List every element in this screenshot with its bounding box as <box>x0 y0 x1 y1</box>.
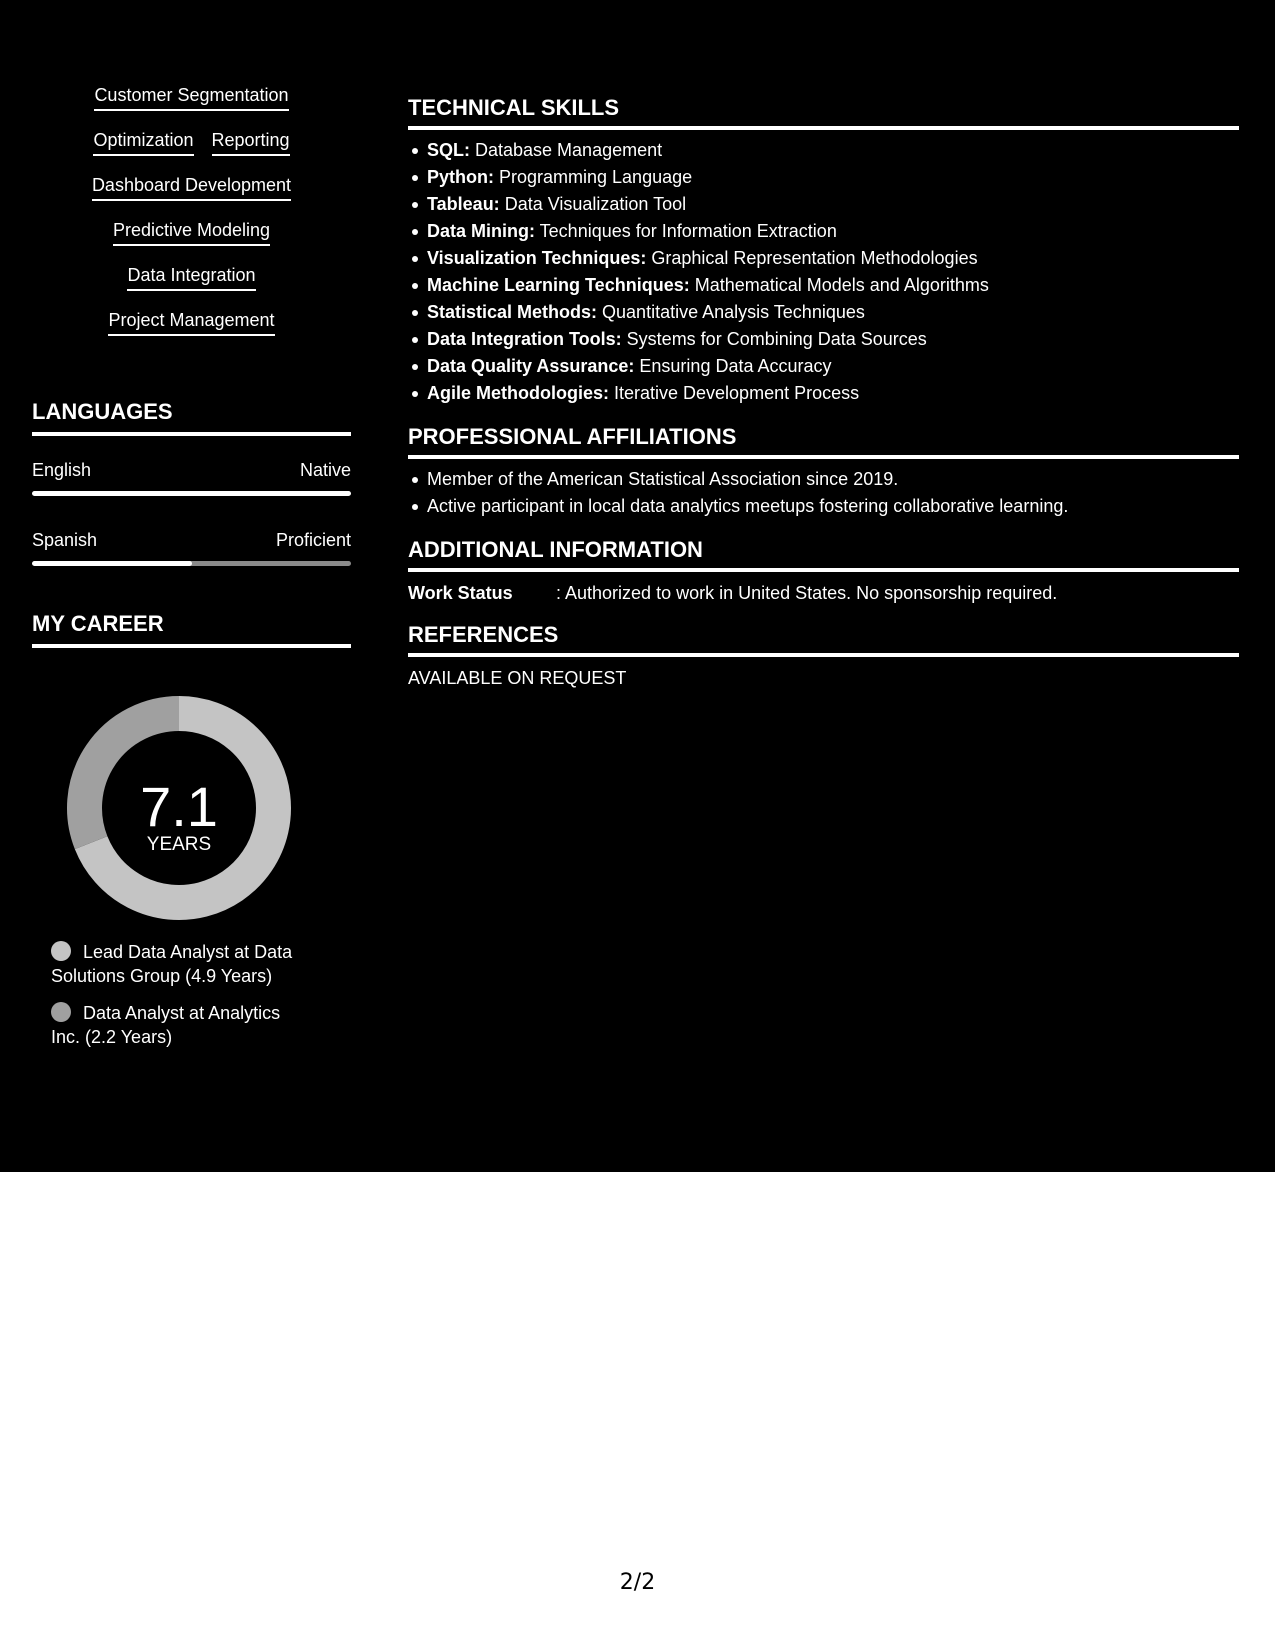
language-bar-track <box>32 561 351 566</box>
skill-description: Graphical Representation Methodologies <box>646 248 978 268</box>
skill-name: Agile Methodologies: <box>427 383 609 403</box>
skill-name: SQL: <box>427 140 470 160</box>
skill-tag: Predictive Modeling <box>113 219 270 246</box>
skill-tag-row <box>32 129 351 174</box>
technical-skill-item <box>427 137 1239 164</box>
career-donut-chart <box>32 688 351 928</box>
skill-tags <box>32 84 351 354</box>
skill-description: Database Management <box>470 140 663 160</box>
work-status-row <box>408 581 1239 605</box>
skill-description: Mathematical Models and Algorithms <box>689 275 989 295</box>
technical-skill-item <box>427 272 1239 299</box>
references-heading: REFERENCES <box>408 621 1239 657</box>
technical-skills-list <box>408 137 1239 407</box>
career-item <box>51 940 311 988</box>
affiliation-item: Active participant in local data analytics meetups fostering collaborative learning. <box>427 493 1239 520</box>
skill-description: Ensuring Data Accuracy <box>634 356 832 376</box>
skill-name: Data Quality Assurance: <box>427 356 635 376</box>
technical-skill-item <box>427 326 1239 353</box>
language-bar-track <box>32 491 351 496</box>
main-content <box>408 94 1239 690</box>
affiliation-item: Member of the American Statistical Association since 2019. <box>427 466 1239 493</box>
languages-heading: LANGUAGES <box>32 398 351 436</box>
skill-tag: Optimization <box>93 129 193 156</box>
language-level: Native <box>299 460 351 480</box>
language-bar-fill <box>32 491 351 496</box>
career-legend-dot <box>51 1002 71 1022</box>
language-item <box>32 458 351 496</box>
skill-description: Systems for Combining Data Sources <box>621 329 927 349</box>
career-section <box>32 610 351 1049</box>
languages-section <box>32 398 351 566</box>
skill-tag: Project Management <box>108 309 274 336</box>
page-number: 2/2 <box>619 1570 656 1595</box>
skill-name: Statistical Methods: <box>427 302 598 322</box>
references-text: AVAILABLE ON REQUEST <box>408 668 627 688</box>
skill-tag-row <box>32 219 351 264</box>
technical-skills-section <box>408 94 1239 407</box>
skill-description: Techniques for Information Extraction <box>535 221 837 241</box>
work-status-label: Work Status <box>408 583 513 603</box>
additional-info-section <box>408 536 1239 605</box>
language-list <box>32 458 351 566</box>
technical-skill-item <box>427 353 1239 380</box>
skill-description: Iterative Development Process <box>609 383 860 403</box>
career-total-value: 7.1 <box>140 775 218 838</box>
language-bar-fill <box>32 561 192 566</box>
skill-name: Visualization Techniques: <box>427 248 647 268</box>
affiliations-list <box>408 466 1239 520</box>
career-legend-dot <box>51 941 71 961</box>
language-item <box>32 528 351 566</box>
career-total-unit: YEARS <box>146 834 212 855</box>
skill-description: Quantitative Analysis Techniques <box>597 302 865 322</box>
career-list <box>32 940 311 1049</box>
career-item-text: Data Analyst at Analytics Inc. (2.2 Years) <box>51 1003 281 1047</box>
technical-skill-item <box>427 191 1239 218</box>
skill-name: Tableau: <box>427 194 500 214</box>
technical-skill-item <box>427 164 1239 191</box>
technical-skill-item <box>427 245 1239 272</box>
skill-name: Data Mining: <box>427 221 535 241</box>
career-heading: MY CAREER <box>32 610 351 648</box>
skill-tag: Dashboard Development <box>92 174 291 201</box>
affiliations-section <box>408 423 1239 520</box>
skill-name: Machine Learning Techniques: <box>427 275 690 295</box>
technical-skill-item <box>427 380 1239 407</box>
language-name: Spanish <box>32 530 98 550</box>
skill-name: Data Integration Tools: <box>427 329 622 349</box>
references-section <box>408 621 1239 690</box>
skill-tag: Data Integration <box>127 264 255 291</box>
career-donut-svg <box>32 688 351 928</box>
language-name: English <box>32 460 92 480</box>
language-level: Proficient <box>275 530 351 550</box>
career-item <box>51 1001 311 1049</box>
technical-skills-heading: TECHNICAL SKILLS <box>408 94 1239 130</box>
language-row <box>32 458 351 482</box>
skill-tag-row <box>32 84 351 129</box>
skill-tag-row <box>32 174 351 219</box>
additional-info-heading: ADDITIONAL INFORMATION <box>408 536 1239 572</box>
skill-description: Data Visualization Tool <box>499 194 687 214</box>
skill-description: Programming Language <box>494 167 693 187</box>
language-row <box>32 528 351 552</box>
career-item-text: Lead Data Analyst at Data Solutions Group (4.9 Years) <box>51 942 293 986</box>
skill-tag: Customer Segmentation <box>94 84 288 111</box>
skill-tag: Reporting <box>212 129 290 156</box>
skill-tag-row <box>32 264 351 309</box>
sidebar <box>32 84 351 1062</box>
technical-skill-item <box>427 299 1239 326</box>
skill-name: Python: <box>427 167 494 187</box>
affiliations-heading: PROFESSIONAL AFFILIATIONS <box>408 423 1239 459</box>
technical-skill-item <box>427 218 1239 245</box>
skill-tag-row <box>32 309 351 354</box>
work-status-value: : Authorized to work in United States. No sponsorship required. <box>556 583 1058 603</box>
